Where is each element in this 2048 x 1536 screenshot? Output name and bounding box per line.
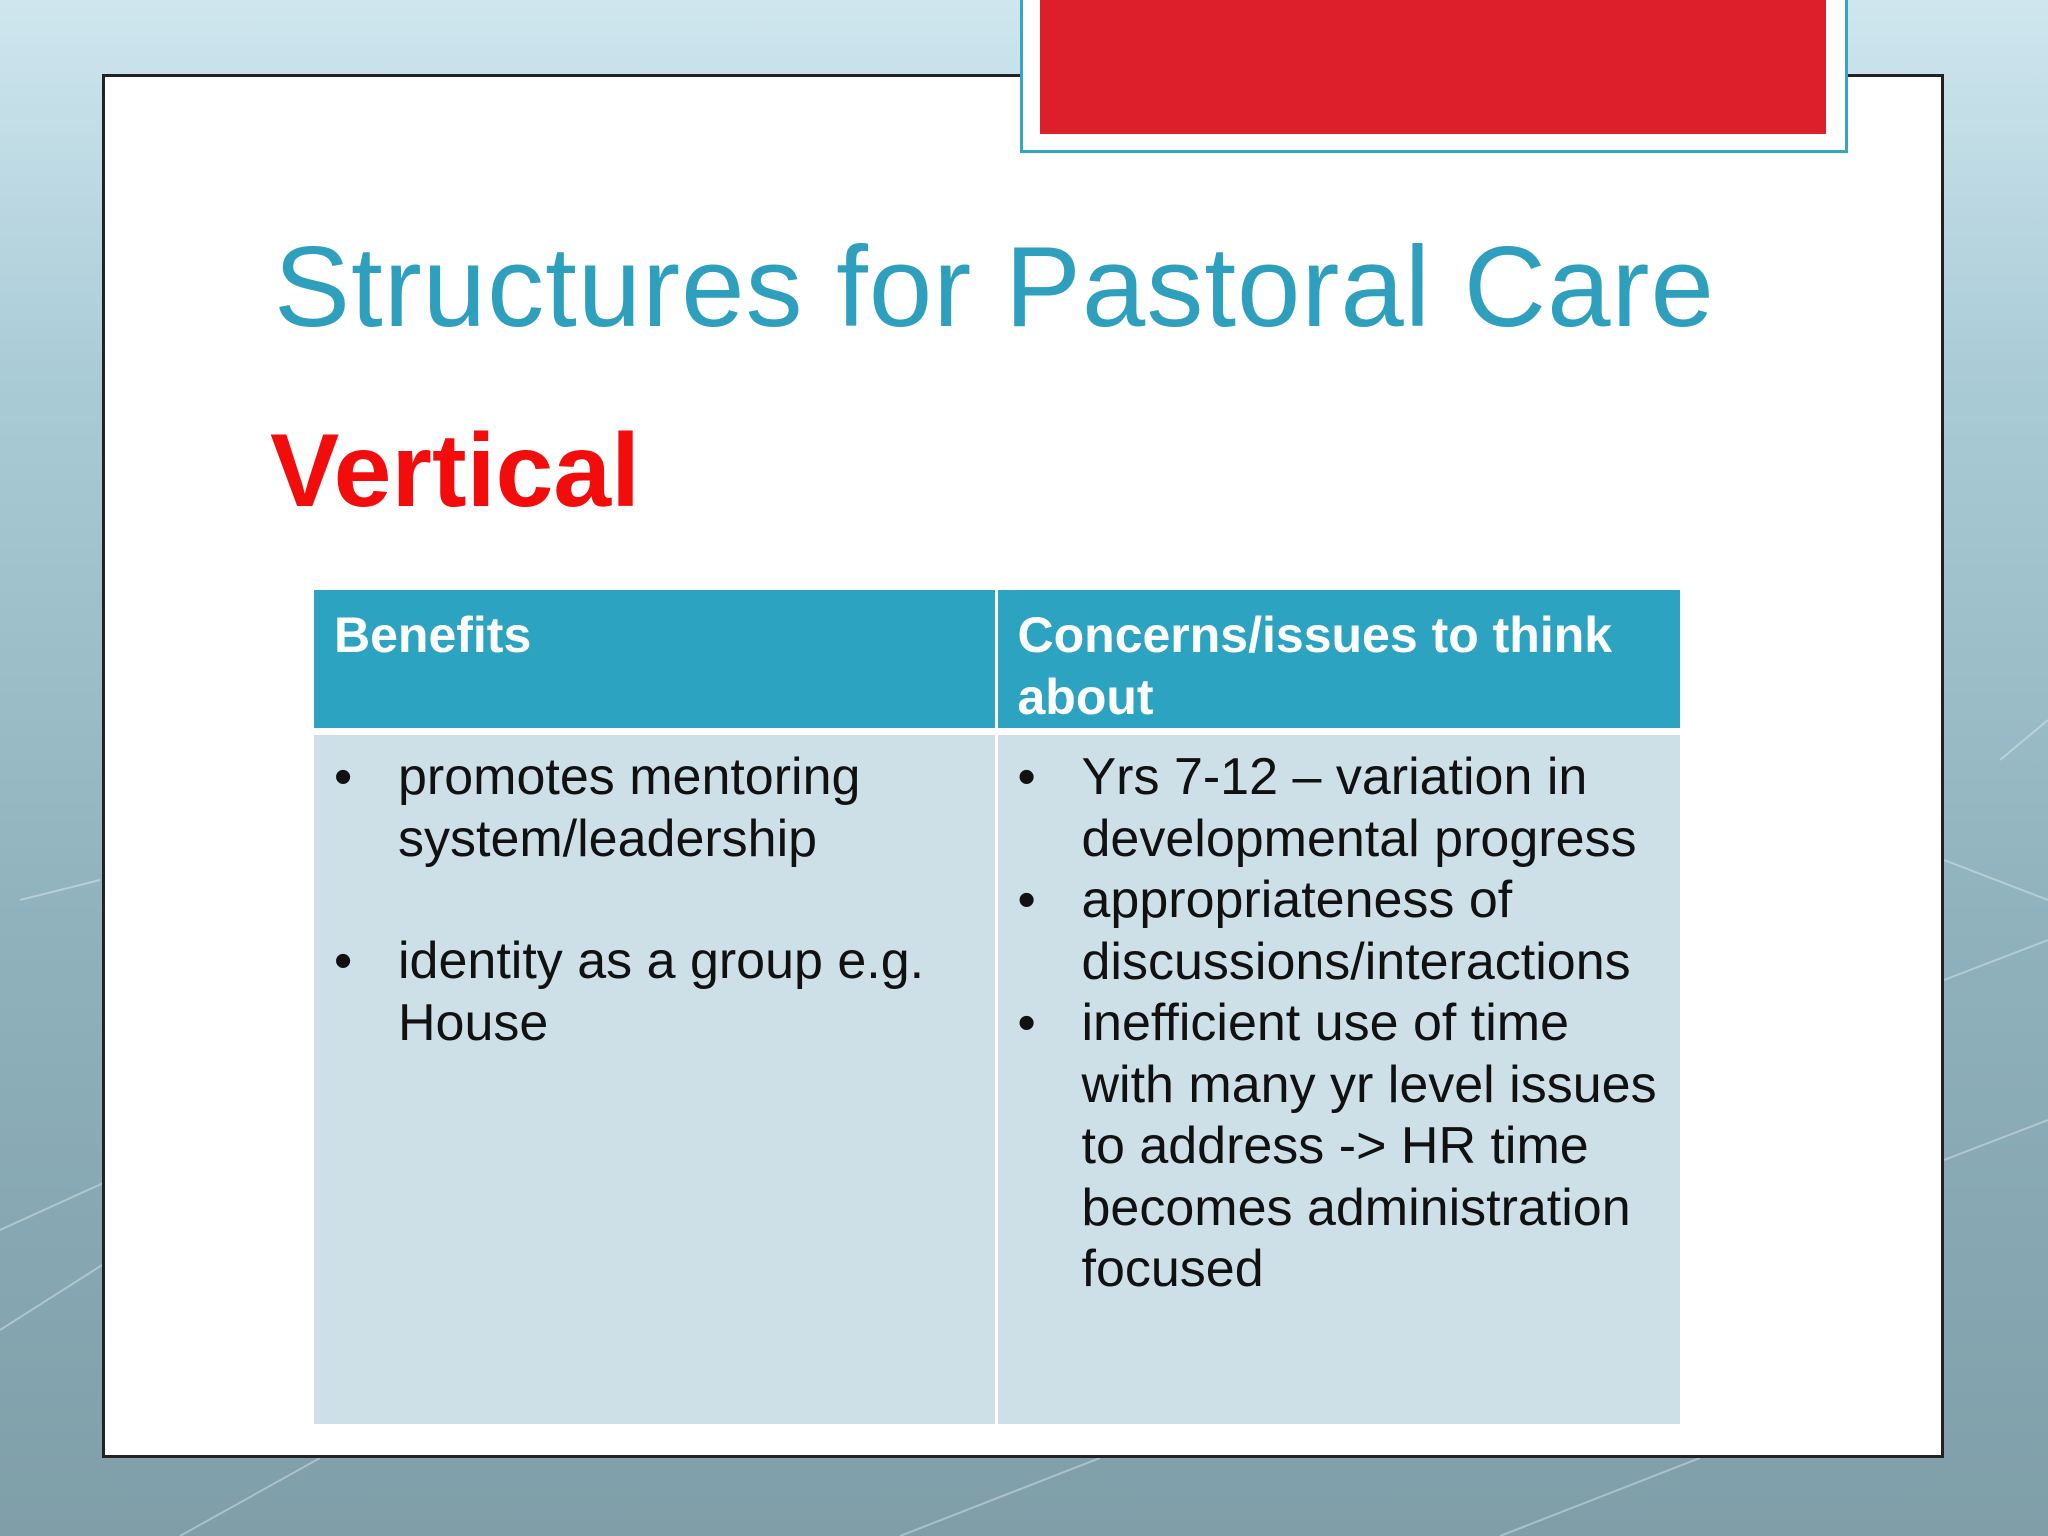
header-benefits: Benefits xyxy=(314,590,996,732)
list-item xyxy=(1006,747,1673,870)
table-header-row xyxy=(314,590,1680,732)
table-body-row xyxy=(314,732,1680,1424)
concern-text: inefficient use of time with many yr level issues to address -> HR time becomes administration focused xyxy=(1081,994,1657,1298)
benefit-text: promotes mentoring system/leadership xyxy=(398,748,861,868)
slide-title: Structures for Pastoral Care xyxy=(274,224,1715,351)
accent-bar xyxy=(1040,0,1826,134)
comparison-table xyxy=(314,590,1680,1424)
concerns-list xyxy=(1006,747,1673,1301)
list-item xyxy=(1006,993,1673,1301)
header-concerns: Concerns/issues to think about xyxy=(996,590,1680,732)
concern-text: appropriateness of discussions/interactions xyxy=(1081,871,1631,991)
benefit-text: identity as a group e.g. House xyxy=(398,932,925,1052)
bullet-glyph: • xyxy=(1017,871,1036,929)
concern-text: Yrs 7-12 – variation in developmental progress xyxy=(1081,748,1637,868)
benefits-cell xyxy=(314,732,996,1424)
slide-subtitle: Vertical xyxy=(270,413,641,529)
bullet-glyph: • xyxy=(1017,994,1036,1052)
concerns-cell xyxy=(996,732,1680,1424)
bullet-glyph: • xyxy=(334,748,353,806)
bullet-glyph: • xyxy=(1017,748,1036,806)
list-item xyxy=(322,747,987,870)
benefits-list xyxy=(322,747,987,1054)
list-item xyxy=(1006,870,1673,993)
bullet-glyph: • xyxy=(334,932,353,990)
list-item xyxy=(322,931,987,1054)
